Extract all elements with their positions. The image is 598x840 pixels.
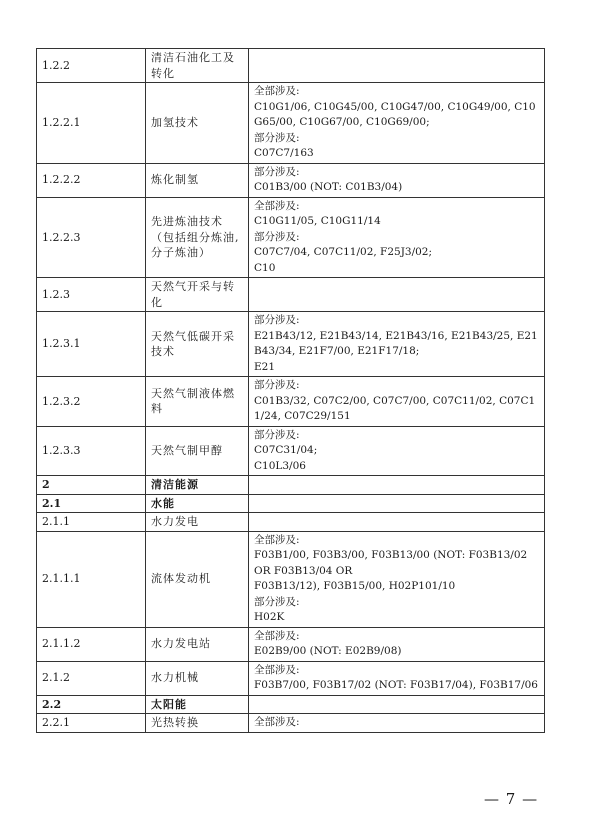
row-name: 流体发动机 — [146, 531, 249, 627]
table-row — [37, 377, 545, 427]
row-content — [249, 513, 545, 532]
row-content: 部分涉及: C07C31/04; C10L3/06 — [249, 426, 545, 476]
row-content: 全部涉及: F03B7/00, F03B17/02 (NOT: F03B17/04), F03B17/06 — [249, 661, 545, 695]
row-name: 光热转换 — [146, 714, 249, 733]
row-name: 水能 — [146, 494, 249, 513]
row-content: 全部涉及: F03B1/00, F03B3/00, F03B13/00 (NOT: F03B13/02 OR F03B13/04 OR F03B13/12), F03B15/00, H02P101/10 部分涉及: H02K — [249, 531, 545, 627]
row-name: 先进炼油技术（包括组分炼油, 分子炼油） — [146, 197, 249, 278]
row-content: 全部涉及: C10G1/06, C10G45/00, C10G47/00, C10G49/00, C10G65/00, C10G67/00, C10G69/00; 部分涉及: C07C7/163 — [249, 83, 545, 164]
row-content: 全部涉及: — [249, 714, 545, 733]
row-content — [249, 476, 545, 495]
row-code: 2.2.1 — [37, 714, 146, 733]
row-code: 2.1.1.1 — [37, 531, 146, 627]
table-row — [37, 83, 545, 164]
row-code: 2.2 — [37, 695, 146, 714]
row-name: 天然气低碳开采技术 — [146, 312, 249, 377]
table-row — [37, 661, 545, 695]
row-name: 清洁石油化工及转化 — [146, 49, 249, 83]
row-content — [249, 49, 545, 83]
table-row — [37, 426, 545, 476]
row-content — [249, 695, 545, 714]
row-code: 1.2.2.3 — [37, 197, 146, 278]
row-content: 部分涉及: E21B43/12, E21B43/14, E21B43/16, E21B43/25, E21B43/34, E21F7/00, E21F17/18; E21 — [249, 312, 545, 377]
row-code: 2.1.2 — [37, 661, 146, 695]
row-code: 1.2.3.2 — [37, 377, 146, 427]
table-row — [37, 197, 545, 278]
row-name: 天然气开采与转化 — [146, 278, 249, 312]
row-name: 水力发电 — [146, 513, 249, 532]
row-code: 1.2.2.2 — [37, 163, 146, 197]
page-number: — 7 — — [484, 790, 539, 808]
row-code: 1.2.2 — [37, 49, 146, 83]
table-row — [37, 627, 545, 661]
row-code: 2.1 — [37, 494, 146, 513]
row-content: 部分涉及: C01B3/00 (NOT: C01B3/04) — [249, 163, 545, 197]
row-content: 全部涉及: E02B9/00 (NOT: E02B9/08) — [249, 627, 545, 661]
row-name: 清洁能源 — [146, 476, 249, 495]
row-name: 天然气制甲醇 — [146, 426, 249, 476]
table-row — [37, 476, 545, 495]
row-code: 2 — [37, 476, 146, 495]
row-code: 1.2.3.1 — [37, 312, 146, 377]
row-code: 1.2.2.1 — [37, 83, 146, 164]
row-code: 2.1.1 — [37, 513, 146, 532]
row-name: 炼化制氢 — [146, 163, 249, 197]
row-code: 2.1.1.2 — [37, 627, 146, 661]
row-content: 全部涉及: C10G11/05, C10G11/14 部分涉及: C07C7/04, C07C11/02, F25J3/02; C10 — [249, 197, 545, 278]
classification-table-body — [37, 49, 545, 733]
table-row — [37, 494, 545, 513]
table-row — [37, 163, 545, 197]
classification-table — [36, 48, 545, 733]
row-name: 天然气制液体燃料 — [146, 377, 249, 427]
table-row — [37, 278, 545, 312]
table-row — [37, 49, 545, 83]
row-name: 水力发电站 — [146, 627, 249, 661]
row-content — [249, 278, 545, 312]
row-content — [249, 494, 545, 513]
table-row — [37, 513, 545, 532]
table-row — [37, 714, 545, 733]
table-row — [37, 695, 545, 714]
row-name: 太阳能 — [146, 695, 249, 714]
row-name: 加氢技术 — [146, 83, 249, 164]
row-code: 1.2.3.3 — [37, 426, 146, 476]
table-row — [37, 531, 545, 627]
row-code: 1.2.3 — [37, 278, 146, 312]
row-content: 部分涉及: C01B3/32, C07C2/00, C07C7/00, C07C11/02, C07C11/24, C07C29/151 — [249, 377, 545, 427]
row-name: 水力机械 — [146, 661, 249, 695]
table-row — [37, 312, 545, 377]
